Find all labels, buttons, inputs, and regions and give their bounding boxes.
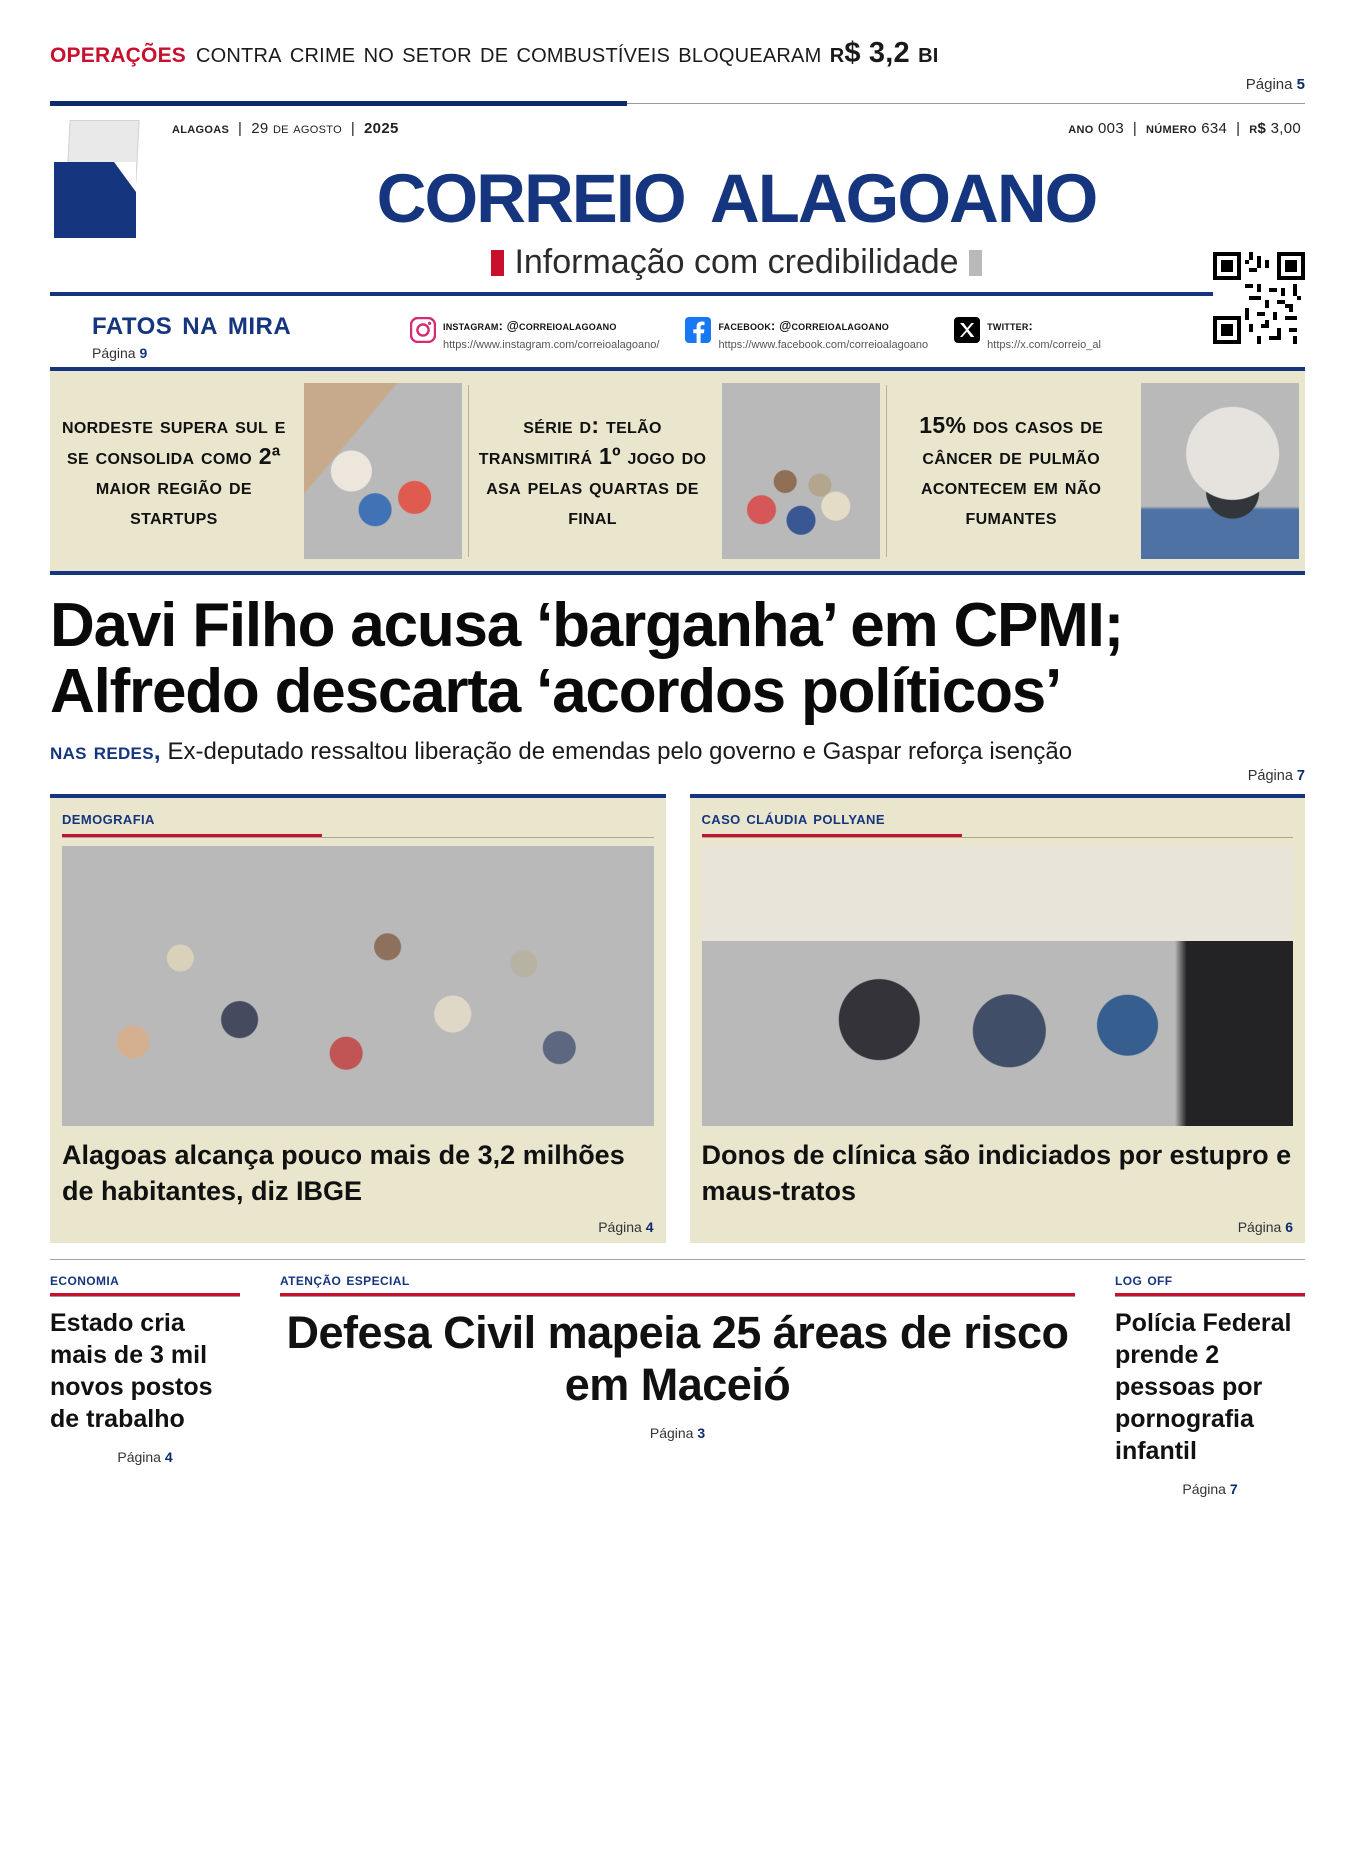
bottom-kicker: economia [50,1269,120,1289]
lead-page-ref: Página 7 [1247,768,1305,785]
bottom-page-ref: Página 4 [117,1448,173,1465]
social-bar-wrapper [50,292,1305,367]
teaser-item-cancer[interactable] [887,371,1305,571]
card-photo-demografia [62,846,654,1126]
bottom-headline: Estado cria mais de 3 mil novos postos de trabalho [50,1308,213,1433]
teaser-item-serie-d[interactable] [469,371,887,571]
top-divider [50,101,1305,106]
twitter-handle: twitter: [987,318,1033,333]
fatos-na-mira-title: fatos na mira [92,304,292,342]
bottom-page-ref: Página 3 [649,1425,706,1441]
card-kicker-rule [62,837,654,838]
card-photo-caso-claudia [702,846,1294,1126]
lead-subtitle-text: Ex-deputado ressaltou liberação de emendas pelo governo e Gaspar reforça isenção [167,738,1073,766]
twitter-url: https://x.com/correio_al [987,338,1101,351]
divider-thin [627,103,1305,104]
fatos-na-mira-section[interactable] [50,304,410,361]
card-page-ref: Página 6 [1237,1218,1293,1235]
bottom-kicker: atenção especial [280,1269,410,1289]
card-headline: Donos de clínica são indiciados por estupro e maus-tratos [701,1140,1292,1206]
teaser-photo-startups [304,383,462,559]
featured-cards [50,794,1305,1242]
slogan-row [168,243,1305,282]
qr-code-icon[interactable] [1213,252,1305,344]
divider-blue [50,101,627,106]
card-kicker-rule [702,837,1294,838]
masthead-issue-info: ano 003 | número 634 | r$ 3,00 [1068,120,1301,137]
card-caso-claudia-pollyane[interactable] [690,794,1306,1242]
teaser-band [50,367,1305,575]
masthead [50,120,1305,282]
teaser-photo-serie-d [722,383,880,559]
teaser-text: série d: telão transmitirá 1º jogo do asa pelas quartas de final [478,412,707,530]
slogan-red-square-icon [491,250,504,276]
teaser-photo-cancer [1141,383,1299,559]
card-headline: Alagoas alcança pouco mais de 3,2 milhões de habitantes, diz IBGE [62,1140,625,1206]
bottom-stories [50,1259,1305,1497]
facebook-url: https://www.facebook.com/correioalagoano [718,338,929,351]
slogan-text: Informação com credibilidade [514,243,959,281]
card-kicker: caso cláudia pollyane [701,808,885,830]
social-bar [50,296,1305,367]
top-banner-page-ref: Página 5 [1245,76,1305,93]
bottom-kicker: log off [1115,1269,1173,1289]
bottom-story-economia[interactable] [50,1270,240,1497]
fatos-na-mira-page-ref: Página 9 [92,345,148,361]
bottom-kicker-rule [50,1296,240,1297]
lead-story[interactable] [50,575,1305,784]
bottom-kicker-rule [1115,1296,1305,1297]
top-banner [50,36,1305,70]
top-banner-text: contra crime no setor de combustíveis bloquearam r$ 3,2 bi [196,37,939,69]
lead-headline-line1: Davi Filho acusa ‘barganha’ em CPMI; [50,591,1124,660]
bottom-kicker-rule [280,1296,1075,1297]
bottom-headline: Defesa Civil mapeia 25 áreas de risco em Maceió [286,1306,1069,1410]
lead-subtitle [50,738,1305,766]
instagram-icon [410,317,436,343]
masthead-date: alagoas | 29 de agosto | 2025 [172,120,399,137]
teaser-item-startups[interactable] [50,371,468,571]
bottom-page-ref: Página 7 [1182,1480,1238,1497]
bottom-story-log-off[interactable] [1115,1270,1305,1497]
teaser-text: nordeste supera sul e se consolida como 2ª maior região de startups [61,412,286,530]
instagram-url: https://www.instagram.com/correioalagoano/ [443,338,660,351]
social-instagram[interactable] [410,317,659,353]
slogan-gray-square-icon [969,250,982,276]
instagram-handle: instagram: @correioalagoano [443,318,617,333]
newspaper-logo-icon [50,120,158,238]
card-kicker: demografia [62,808,155,830]
teaser-text: 15% dos casos de câncer de pulmão acontecem em não fumantes [919,412,1104,530]
card-demografia[interactable] [50,794,666,1242]
bottom-headline: Polícia Federal prende 2 pessoas por pornografia infantil [1115,1308,1292,1465]
top-banner-lead: operações [50,36,186,69]
lead-kicker: nas redes, [50,738,161,766]
page-title: correio alagoano [376,133,1097,243]
twitter-x-icon [954,317,980,343]
facebook-icon [685,317,711,343]
card-page-ref: Página 4 [598,1218,654,1235]
bottom-story-atencao-especial[interactable] [266,1270,1089,1497]
lead-headline-line2: Alfredo descarta ‘acordos políticos’ [50,656,1062,726]
social-twitter[interactable] [954,317,1101,353]
social-facebook[interactable] [685,317,928,353]
facebook-handle: facebook: @correioalagoano [718,318,889,333]
